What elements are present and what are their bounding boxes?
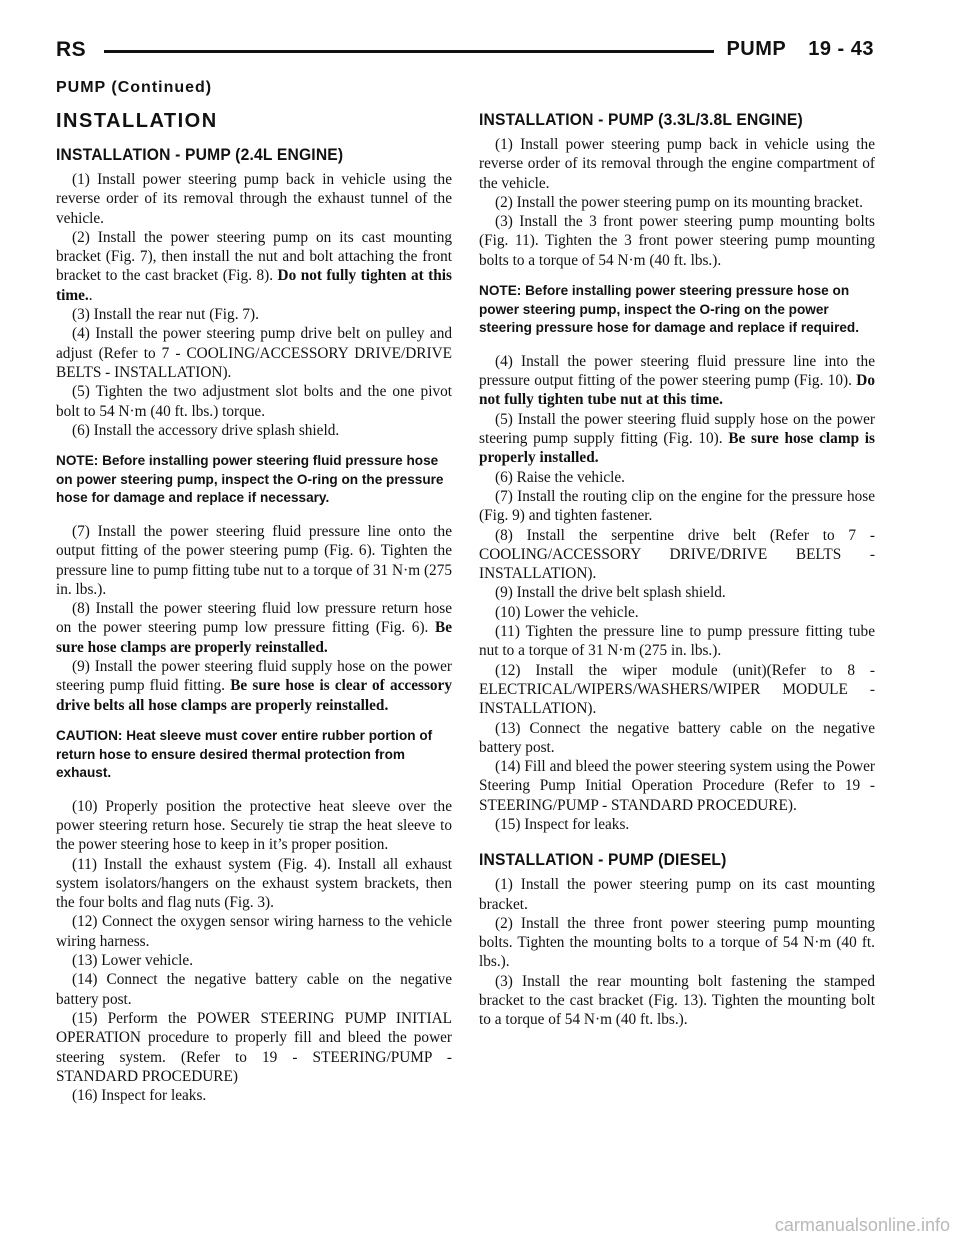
step-paragraph: (8) Install the serpentine drive belt (Refer to 7 - COOLING/ACCESSORY DRIVE/DRIVE BELTS - INSTALLATION). [479, 526, 875, 583]
step-emphasis: Be sure hose clamps are properly reinstalled. [56, 619, 453, 656]
step-paragraph: (11) Tighten the pressure line to pump pressure fitting tube nut to a torque of 31 N·m (275 in. lbs.). [479, 623, 875, 660]
step-paragraph [56, 599, 452, 657]
step-paragraph [56, 657, 452, 715]
step-paragraph: (13) Connect the negative battery cable on the negative battery post. [479, 719, 875, 756]
step-paragraph: (2) Install the power steering pump on its mounting bracket. [495, 193, 863, 211]
header-rule [104, 50, 714, 53]
step-paragraph: (12) Install the wiper module (unit)(Refer to 8 - ELECTRICAL/WIPERS/WASHERS/WIPER MODULE - INSTALLATION). [479, 661, 875, 718]
step-paragraph: (6) Raise the vehicle. [495, 468, 625, 486]
step-paragraph: (3) Install the 3 front power steering pump mounting bolts (Fig. 11). Tighten the 3 front power steering pump mounting bolts to a torque of 54 N·m (40 ft. lbs.). [479, 213, 875, 269]
step-paragraph: (7) Install the power steering fluid pressure line onto the output fitting of the power steering pump (Fig. 6). Tighten the pressure line to pump fitting tube nut to a torque of 31 N·m (275 in. lbs.). [56, 522, 452, 598]
step-text: . [88, 286, 93, 304]
note-block: NOTE: Before installing power steering fluid pressure hose on power steering pump, inspect the O-ring on the pressure hose for damage and replace if necessary. [56, 453, 444, 506]
step-emphasis: Be sure hose is clear of accessory drive belts all hose clamps are properly reinstalled. [56, 677, 452, 714]
step-text: (4) Install the power steering fluid pressure line into the pressure output fitting of the power steering pump (Fig. 10). [479, 352, 875, 390]
step-emphasis: Do not fully tighten tube nut at this time. [479, 372, 875, 409]
page-header [56, 38, 874, 68]
step-paragraph: (10) Properly position the protective heat sleeve over the power steering return hose. Securely tie strap the heat sleeve to the power steering hose to keep in it’s proper position. [56, 797, 452, 854]
continued-heading: PUMP (Continued) [56, 79, 213, 96]
installation-title: INSTALLATION [56, 110, 218, 132]
step-text: (9) Install the power steering fluid supply hose on the power steering pump fluid fitting. [56, 658, 452, 695]
step-paragraph: (3) Install the rear nut (Fig. 7). [72, 306, 259, 324]
step-paragraph: (16) Inspect for leaks. [72, 1087, 207, 1105]
step-paragraph: (7) Install the routing clip on the engine for the pressure hose (Fig. 9) and tighten fastener. [479, 487, 875, 525]
step-paragraph: (1) Install power steering pump back in vehicle using the reverse order of its removal through the exhaust tunnel of the vehicle. [56, 171, 452, 227]
step-paragraph: (15) Inspect for leaks. [495, 815, 630, 833]
step-paragraph: (13) Lower vehicle. [72, 952, 194, 970]
step-paragraph: (14) Fill and bleed the power steering system using the Power Steering Pump Initial Operation Procedure (Refer to 19 - STEERING/PUMP - STANDARD PROCEDURE). [479, 758, 875, 814]
step-text: (5) Install the power steering fluid supply hose on the power steering pump supply fitting (Fig. 10). [479, 410, 875, 448]
step-paragraph: (5) Tighten the two adjustment slot bolts and the one pivot bolt to 54 N·m (40 ft. lbs.) torque. [56, 383, 452, 420]
note-block: NOTE: Before installing power steering pressure hose on power steering pump, inspect the O-ring on the power steering pressure hose for damage and replace if required. [479, 283, 859, 336]
header-section-name: PUMP [726, 38, 787, 60]
step-paragraph: (1) Install the power steering pump on its cast mounting bracket. [479, 876, 875, 913]
step-paragraph: (12) Connect the oxygen sensor wiring harness to the vehicle wiring harness. [56, 913, 452, 950]
section-heading-diesel: INSTALLATION - PUMP (DIESEL) [479, 850, 727, 870]
step-paragraph: (11) Install the exhaust system (Fig. 4). Install all exhaust system isolators/hangers on the exhaust system brackets, then the four bolts and flag nuts (Fig. 3). [56, 855, 452, 912]
step-paragraph: (4) Install the power steering pump drive belt on pulley and adjust (Refer to 7 - COOLING/ACCESSORY DRIVE/DRIVE BELTS - INSTALLATION). [56, 325, 452, 381]
watermark: carmanualsonline.info [774, 1215, 950, 1235]
step-paragraph [479, 352, 875, 410]
step-paragraph: (14) Connect the negative battery cable on the negative battery post. [56, 971, 452, 1008]
step-paragraph: (10) Lower the vehicle. [495, 603, 639, 621]
step-paragraph: (2) Install the three front power steering pump mounting bolts. Tighten the mounting bolts to a torque of 54 N·m (40 ft. lbs.). [479, 914, 875, 971]
step-paragraph: (6) Install the accessory drive splash shield. [72, 421, 340, 439]
step-emphasis: Do not fully tighten at this time. [56, 267, 452, 304]
step-paragraph: (3) Install the rear mounting bolt fastening the stamped bracket to the cast bracket (Fig. 13). Tighten the mounting bolt to a torque of 54 N·m (40 ft. lbs.). [479, 972, 875, 1029]
step-emphasis: Be sure hose clamp is properly installed. [479, 430, 876, 467]
step-paragraph: (1) Install power steering pump back in vehicle using the reverse order of its removal through the engine compartment of the vehicle. [479, 136, 875, 192]
step-paragraph: (15) Perform the POWER STEERING PUMP INITIAL OPERATION procedure to properly fill and bleed the power steering system. (Refer to 19 - STEERING/PUMP - STANDARD PROCEDURE) [56, 1009, 452, 1085]
step-paragraph: (9) Install the drive belt splash shield. [495, 584, 726, 602]
step-paragraph [56, 228, 452, 305]
step-paragraph [479, 410, 875, 468]
header-right [726, 38, 874, 61]
section-heading-3-3l: INSTALLATION - PUMP (3.3L/3.8L ENGINE) [479, 110, 803, 129]
caution-block: CAUTION: Heat sleeve must cover entire rubber portion of return hose to ensure desired thermal protection from exhaust. [56, 727, 433, 781]
right-column [479, 110, 875, 1030]
header-page-number: 19 - 43 [808, 38, 874, 60]
header-section-code: RS [56, 38, 87, 61]
step-text: (2) Install the power steering pump on its cast mounting bracket (Fig. 7), then install the nut and bolt attaching the front bracket to the cast bracket (Fig. 8). [56, 228, 452, 285]
step-text: (8) Install the power steering fluid low pressure return hose on the power steering pump low pressure fitting (Fig. 6). [56, 600, 452, 637]
section-heading-2-4l: INSTALLATION - PUMP (2.4L ENGINE) [56, 145, 344, 164]
left-column [56, 110, 452, 1105]
